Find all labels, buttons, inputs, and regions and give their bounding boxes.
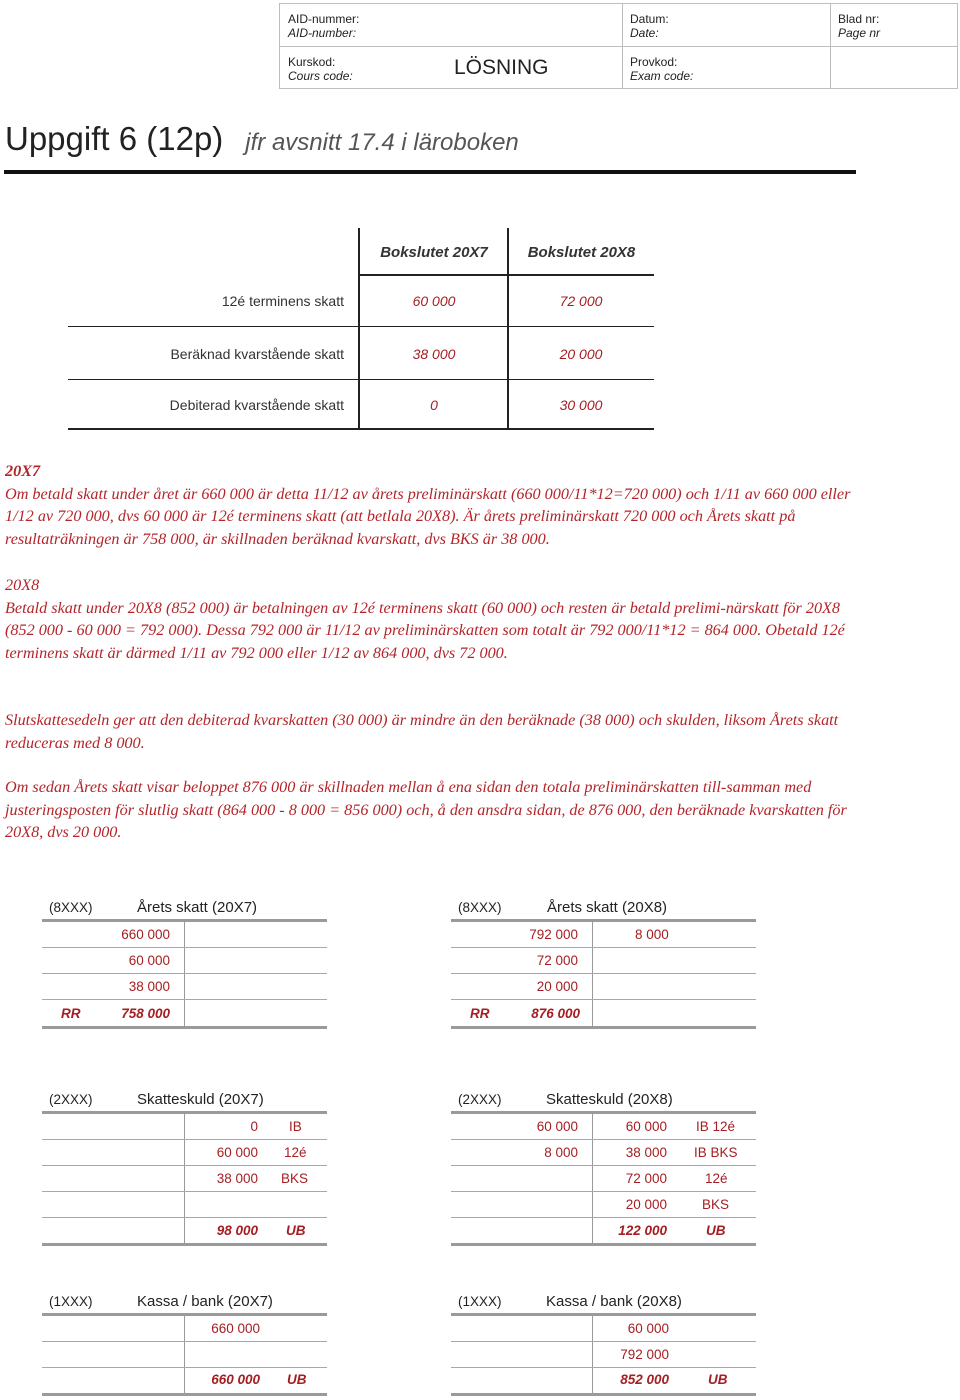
page-label-en: Page nr	[838, 26, 881, 40]
total-tag: UB	[287, 1372, 307, 1387]
debit-value: 660 000	[121, 927, 170, 942]
date-field	[630, 12, 669, 40]
row-value: 38 000	[412, 346, 456, 362]
account-name: Årets skatt (20X8)	[547, 899, 668, 916]
credit-tag: 12é	[705, 1171, 728, 1186]
row-value: 20 000	[559, 346, 603, 362]
account-number: (1XXX)	[458, 1294, 502, 1309]
account-name: Kassa / bank (20X7)	[137, 1293, 273, 1310]
heading-20x7: 20X7	[5, 462, 41, 480]
total-tag: RR	[61, 1006, 81, 1021]
total-tag: UB	[708, 1372, 728, 1387]
aid-field	[288, 12, 359, 40]
title-sub: jfr avsnitt 17.4 i läroboken	[245, 129, 519, 156]
paragraph-slutskatt: Slutskattesedeln ger att den debiterad kvarskatten (30 000) är mindre än den beräknade (38 000) och skulden, liksom Årets skatt reduceras med 8 000.	[5, 711, 839, 752]
credit-tag: IB BKS	[694, 1145, 738, 1160]
date-label-en: Date:	[630, 26, 659, 40]
account-name: Kassa / bank (20X8)	[546, 1293, 682, 1310]
row-label: Debiterad kvarstående skatt	[169, 397, 344, 413]
account-name: Årets skatt (20X7)	[137, 899, 258, 916]
exam-label-en: Exam code:	[630, 69, 694, 83]
account-number: (2XXX)	[49, 1092, 93, 1107]
credit-value: 38 000	[625, 1145, 667, 1160]
page-field	[838, 12, 880, 40]
date-label: Datum:	[630, 12, 669, 26]
credit-tag: BKS	[702, 1197, 730, 1212]
account-number: (1XXX)	[49, 1294, 93, 1309]
explanation-20x8	[5, 574, 855, 664]
page-title	[5, 120, 519, 158]
paragraph-20x7: Om betald skatt under året är 660 000 är detta 11/12 av årets preliminärskatt (660 000/11*12=720 000) och 1/11 av 660 000 eller 1/12 av 720 000, dvs 60 000 är 12é terminens skatt (att betlala 20X8). Är årets preliminärskatt 720 000 och Årets skatt på resultaträkningen är 758 000, är skillnaden beräknad kvarskatt, dvs BKS är 38 000.	[5, 484, 851, 548]
total-tag: RR	[470, 1006, 490, 1021]
total-value: 660 000	[211, 1372, 260, 1387]
explanation-slutskatt	[5, 709, 855, 754]
exam-field	[630, 55, 693, 83]
paragraph-arets-skatt: Om sedan Årets skatt visar beloppet 876 000 är skillnaden mellan å ena sidan den totala preliminärskatten till-samman med justeringsposten för slutlig skatt (864 000 - 8 000 = 856 000) och, å den ansdra sidan, de 876 000, den beräknade kvarskatten för 20X8, dvs 20 000.	[5, 778, 847, 842]
title-main: Uppgift 6 (12p)	[5, 120, 224, 157]
paragraph-20x8: Betald skatt under 20X8 (852 000) är betalningen av 12é terminens skatt (60 000) och resten är betald prelimi-närskatt för 20X8 (852 000 - 60 000 = 792 000). Dessa 792 000 är 11/12 av preliminärskatten som totalt är 792 000/11*12 = 864 000. Obetald 12é terminens skatt är därmed 1/11 av 792 000 eller 1/12 av 864 000, dvs 72 000.	[5, 598, 845, 662]
account-number: (2XXX)	[458, 1092, 502, 1107]
title-underline	[4, 170, 856, 174]
debit-value: 20 000	[536, 979, 578, 994]
credit-value: 60 000	[216, 1145, 258, 1160]
header-box	[279, 3, 958, 89]
col-header-20x8: Bokslutet 20X8	[527, 244, 636, 261]
total-value: 852 000	[620, 1372, 669, 1387]
row-label: 12é terminens skatt	[221, 293, 344, 309]
row-value: 60 000	[412, 293, 456, 309]
aid-label: AID-nummer:	[288, 12, 360, 26]
total-tag: UB	[706, 1223, 726, 1238]
page-label: Blad nr:	[838, 12, 880, 26]
account-number: (8XXX)	[49, 900, 93, 915]
course-field	[288, 55, 353, 83]
aid-label-en: AID-number:	[288, 26, 357, 40]
total-value: 98 000	[216, 1223, 258, 1238]
debit-value: 38 000	[128, 979, 170, 994]
course-label-en: Cours code:	[288, 69, 353, 83]
debit-value: 8 000	[544, 1145, 578, 1160]
total-value: 122 000	[618, 1223, 667, 1238]
total-value: 758 000	[121, 1006, 170, 1021]
course-value: LÖSNING	[454, 56, 549, 79]
row-value: 72 000	[559, 293, 603, 309]
row-value: 30 000	[559, 397, 603, 413]
heading-20x8: 20X8	[5, 576, 40, 594]
row-label: Beräknad kvarstående skatt	[170, 346, 344, 362]
col-header-20x7: Bokslutet 20X7	[380, 244, 488, 261]
debit-value: 72 000	[536, 953, 578, 968]
credit-value: 8 000	[635, 927, 669, 942]
course-label: Kurskod:	[288, 55, 336, 69]
credit-value: 20 000	[625, 1197, 667, 1212]
total-value: 876 000	[531, 1006, 580, 1021]
credit-tag: IB	[289, 1119, 302, 1134]
row-value: 0	[430, 397, 438, 413]
account-name: Skatteskuld (20X7)	[137, 1091, 264, 1108]
debit-value: 792 000	[529, 927, 578, 942]
credit-value: 38 000	[216, 1171, 258, 1186]
explanation-arets-skatt	[5, 776, 855, 844]
credit-value: 0	[250, 1119, 258, 1134]
credit-value: 792 000	[620, 1347, 669, 1362]
credit-value: 60 000	[625, 1119, 667, 1134]
credit-tag: 12é	[284, 1145, 307, 1160]
credit-value: 660 000	[211, 1321, 260, 1336]
debit-value: 60 000	[536, 1119, 578, 1134]
account-number: (8XXX)	[458, 900, 502, 915]
credit-tag: BKS	[281, 1171, 309, 1186]
exam-label: Provkod:	[630, 55, 678, 69]
account-name: Skatteskuld (20X8)	[546, 1091, 673, 1108]
credit-tag: IB 12é	[696, 1119, 736, 1134]
total-tag: UB	[286, 1223, 306, 1238]
explanation-20x7	[5, 460, 855, 550]
credit-value: 72 000	[625, 1171, 667, 1186]
debit-value: 60 000	[128, 953, 170, 968]
credit-value: 60 000	[627, 1321, 669, 1336]
